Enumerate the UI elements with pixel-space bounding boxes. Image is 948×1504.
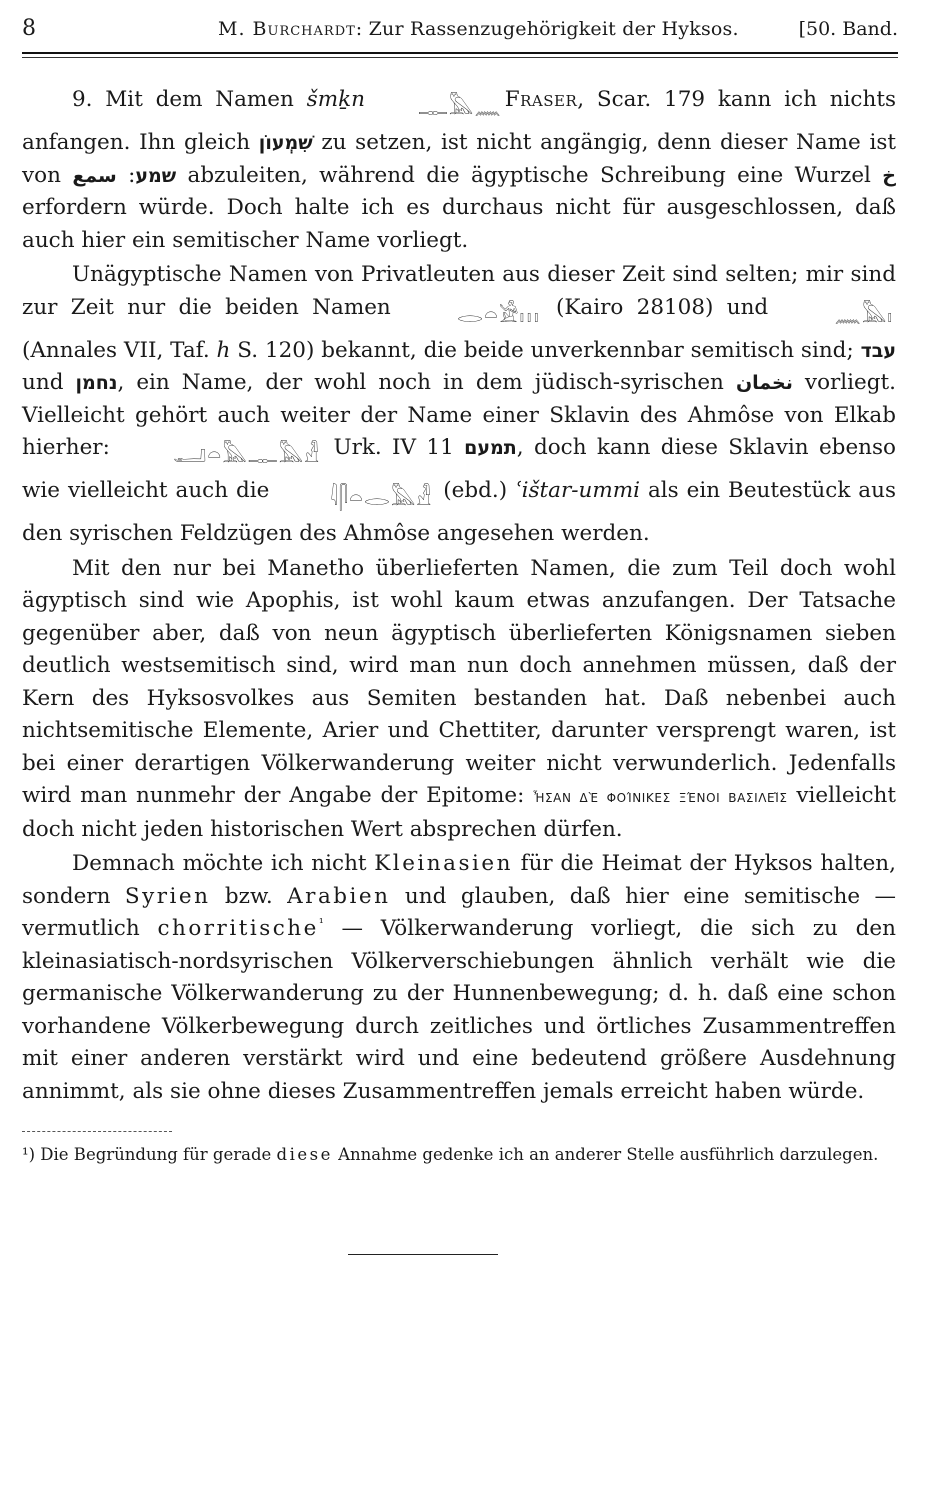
- text-run: erfordern würde. Doch halte ich es durchaus nicht für ausgeschlossen, daß auch hier ein semitischer Name vorliegt.: [22, 195, 896, 253]
- header-title: M. Burchardt: Zur Rassenzugehörigkeit der Hyksos.: [218, 18, 739, 40]
- footnote-rule: [22, 1131, 172, 1132]
- semitic-script: نخمان: [735, 372, 793, 394]
- hieroglyph-name-1-icon: 𓂋𓏏𓀀𓏥: [457, 302, 540, 328]
- text-run: vielleicht doch nicht jeden historischen Wert absprechen dürfen.: [22, 783, 896, 842]
- footnote-marker: ¹: [318, 916, 324, 930]
- paragraph: [22, 84, 896, 257]
- text-run: für die Heimat der Hyksos halten, sondern: [22, 851, 896, 909]
- italic-term: šmḵn: [306, 87, 365, 112]
- header-author: M. Burchardt: [218, 18, 356, 40]
- semitic-script: خ: [882, 164, 896, 187]
- spaced-emphasis: diese: [276, 1145, 333, 1164]
- page-number: 8: [22, 16, 36, 41]
- text-run: zu setzen, ist nicht angängig, denn dieser Name ist von: [22, 130, 897, 188]
- text-run: Mit den nur bei Manetho überlieferten Namen, die zum Teil doch wohl ägyptisch sind wie Apophis, ist wohl kaum etwas anzufangen. Der Tatsache gegenüber aber, daß von neun ägyptisch überlieferten Königsnamen sieben deutlich westsemitisch sind, wird man nun doch annehmen müssen, daß der Kern des Hyksosvolkes aus Semiten bestanden hat. Daß nebenbei auch nichtsemitische Elemente, Arier und Chettiter, darunter versprengt waren, ist bei einer derartigen Völkerwanderung weiter nicht verwunderlich. Jedenfalls wird man nunmehr der Angabe der Epitome:: [22, 555, 896, 808]
- hieroglyph-name-2-icon: 𓈖𓅓𓏤: [834, 302, 893, 328]
- text-run: (ebd.): [435, 478, 516, 503]
- text-run: Unägyptische Namen von Privatleuten aus dieser Zeit sind selten; mir sind zur Zeit nur die beiden Namen: [22, 262, 896, 320]
- text-run: (Kairo 28108) und: [542, 294, 782, 320]
- header-volume: [50. Band.: [798, 18, 898, 40]
- spaced-emphasis: chorritische: [157, 916, 319, 941]
- hieroglyph-istar-ummi-icon: 𓇋𓋴𓏏𓂋𓅓𓁐: [330, 486, 433, 511]
- italic-term: h: [216, 337, 231, 363]
- semitic-script: תמעם: [464, 437, 517, 459]
- paragraph: [22, 553, 896, 847]
- italic-term: ʿištar-ummi: [515, 478, 641, 503]
- text-run: Annahme gedenke ich an anderer Stelle ausführlich darzulegen.: [332, 1145, 879, 1164]
- header-rule-thin: [22, 57, 898, 58]
- semitic-script: שמע: [135, 164, 177, 187]
- semitic-script: שִׁמְעוֹן: [258, 132, 313, 154]
- header-article-title: Zur Rassenzugehörigkeit der Hyksos.: [368, 18, 739, 40]
- text-run: und glauben, daß hier eine semitische — vermutlich: [22, 883, 896, 941]
- text-run: vorliegt. Vielleicht gehört auch weiter der Name einer Sklavin des Ahmôse von Elkab hierher:: [22, 370, 896, 460]
- end-rule: [348, 1254, 498, 1255]
- spaced-emphasis: Arabien: [287, 883, 391, 909]
- greek-quote: ἦσαν δὲ φοίνικες ξένοι βασιλεῖς: [533, 787, 788, 807]
- text-run: S. 120) bekannt, die beide unverkennbar semitisch sind;: [230, 337, 861, 363]
- paragraph: [22, 259, 896, 551]
- text-run: ¹) Die Begründung für gerade: [22, 1145, 277, 1164]
- text-run: 9. Mit dem Namen: [72, 87, 307, 112]
- text-run: und: [22, 370, 76, 395]
- text-run: (Annales VII, Taf.: [22, 337, 217, 363]
- hieroglyph-smkn-icon: 𓊃𓅓𓈖: [417, 95, 502, 120]
- text-run: , doch kann diese Sklavin ebenso wie vielleicht auch die: [22, 435, 896, 503]
- paragraph: [22, 848, 896, 1108]
- text-run: abzuleiten, während die ägyptische Schreibung eine Wurzel: [176, 162, 883, 188]
- semitic-script: נחמן: [75, 372, 118, 394]
- header-rule: [22, 52, 898, 54]
- text-run: als ein Beutestück aus den syrischen Feldzügen des Ahmôse angesehen werden.: [22, 478, 896, 546]
- text-run: bzw.: [210, 883, 288, 909]
- spaced-emphasis: Kleinasien: [374, 851, 513, 876]
- hieroglyph-sklavin-icon: 𓂝𓏏𓅓𓊃𓅓𓁐: [173, 443, 321, 468]
- body-text: [22, 84, 896, 1110]
- semitic-script: سمع: [72, 164, 117, 187]
- running-header: [22, 16, 898, 50]
- text-run: — Völkerwanderung vorliegt, die sich zu den kleinasiatisch-nordsyrischen Völkerverschiebungen ähnlich verhält wie die germanische Völkerwanderung zu der Hunnenbewegung; d. h. daß eine schon vorhandene Völkerbewegung durch zeitliches und örtliches Zusammentreffen mit einer anderen verstärkt wird und eine bedeutend größere Ausdehnung annimmt, als sie ohne dieses Zusammentreffen jemals erreicht haben würde.: [22, 916, 897, 1104]
- text-run: Demnach möchte ich nicht: [72, 851, 375, 876]
- semitic-script: עבד: [860, 339, 896, 362]
- text-run: , Scar. 179 kann ich nichts anfangen. Ihn gleich: [22, 87, 896, 155]
- text-run: Urk. IV 11: [323, 435, 465, 460]
- text-run: :: [116, 162, 136, 188]
- small-caps-name: Fraser: [504, 87, 578, 112]
- spaced-emphasis: Syrien: [124, 883, 211, 909]
- footnote: [22, 1142, 896, 1168]
- text-run: , ein Name, der wohl noch in dem jüdisch-syrischen: [117, 370, 736, 395]
